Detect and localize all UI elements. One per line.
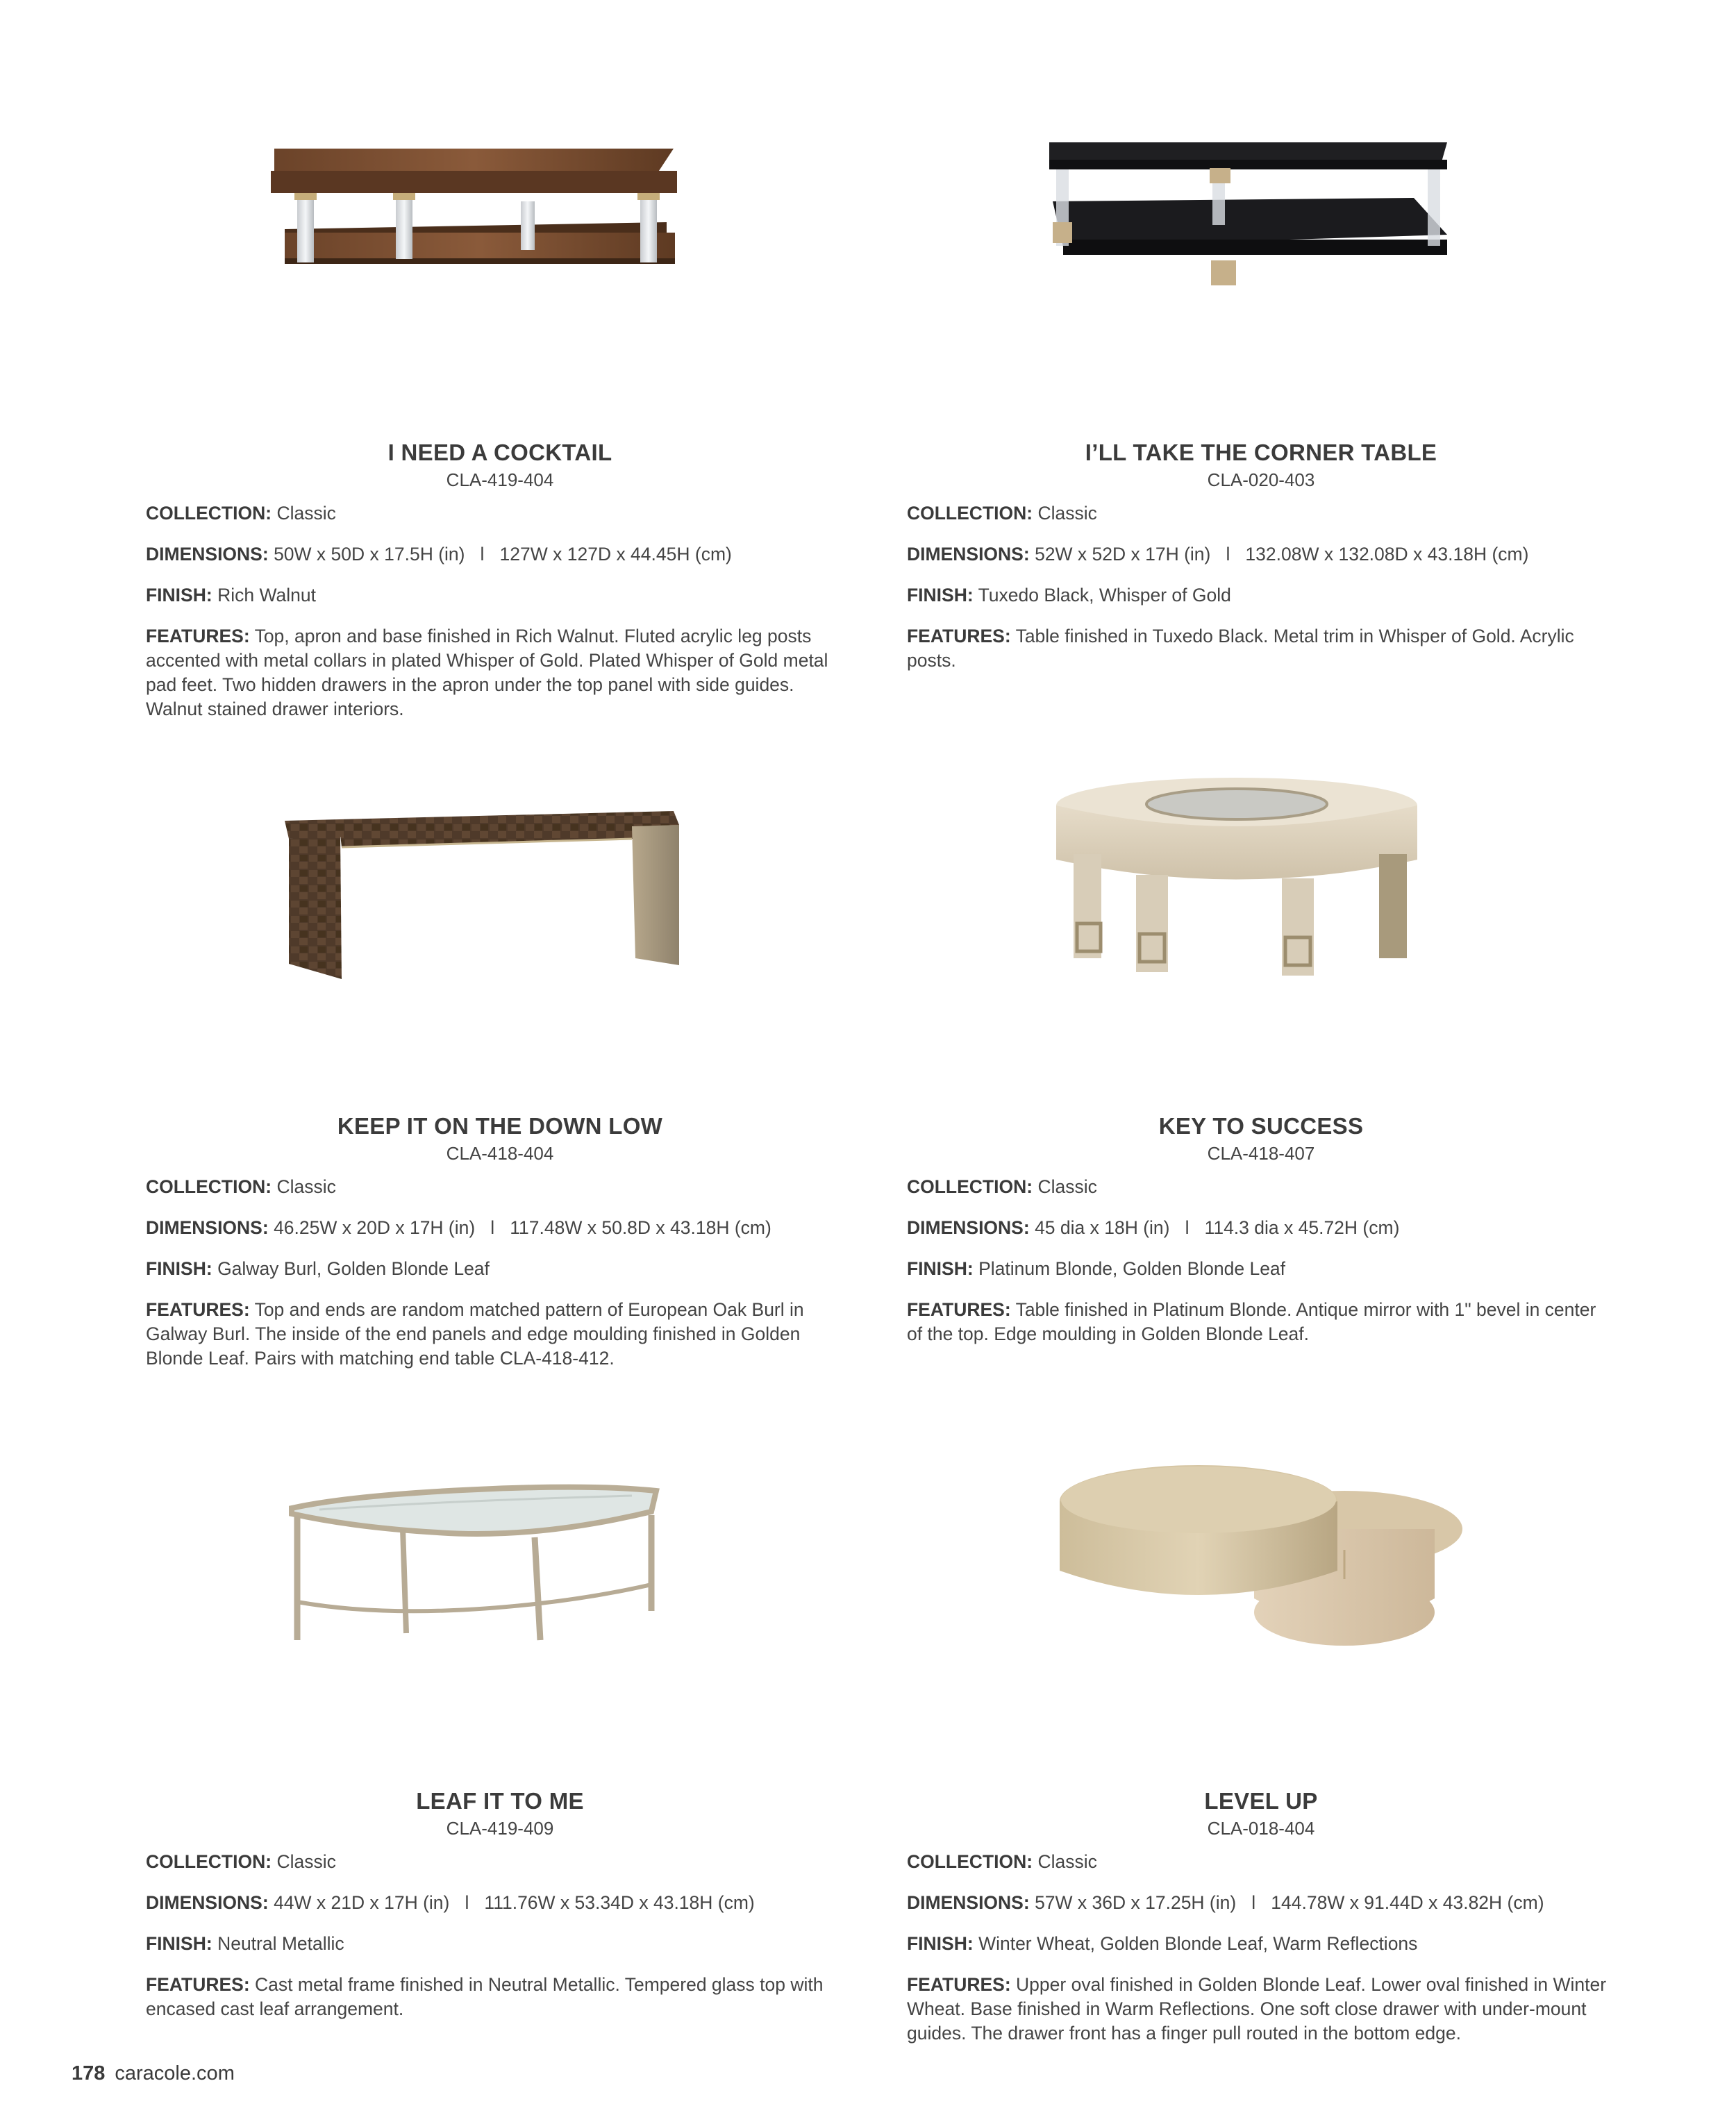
features-row — [146, 1298, 854, 1371]
collection-label: COLLECTION: — [907, 503, 1033, 524]
dimensions-label: DIMENSIONS: — [907, 544, 1030, 565]
features-row — [146, 1973, 854, 2021]
product-sku: CLA-418-404 — [446, 1143, 554, 1164]
dimensions-value: 50W x 50D x 17.5H (in) l 127W x 127D x 44.45H (cm) — [274, 544, 732, 565]
leaf-glass-table-image — [146, 1453, 854, 1682]
collection-row — [907, 1850, 1615, 1874]
dimensions-row — [907, 1216, 1615, 1240]
dimensions-value: 45 dia x 18H (in) l 114.3 dia x 45.72H (cm) — [1035, 1217, 1400, 1238]
dimensions-row — [907, 542, 1615, 567]
finish-label: FINISH: — [907, 1933, 974, 1954]
finish-label: FINISH: — [907, 1258, 974, 1279]
collection-row — [907, 1175, 1615, 1199]
features-row — [907, 1973, 1615, 2046]
dimensions-row — [146, 542, 854, 567]
dimensions-row — [146, 1216, 854, 1240]
dimensions-label: DIMENSIONS: — [907, 1892, 1030, 1913]
site-link[interactable]: caracole.com — [115, 2062, 235, 2085]
finish-row — [907, 1257, 1615, 1281]
finish-value: Winter Wheat, Golden Blonde Leaf, Warm Reflections — [978, 1933, 1418, 1954]
product-name: I NEED A COCKTAIL — [387, 440, 612, 465]
product-card — [146, 1453, 854, 2021]
collection-value: Classic — [276, 1176, 336, 1197]
page-number: 178 — [72, 2062, 106, 2085]
finish-row — [907, 1932, 1615, 1956]
finish-label: FINISH: — [907, 585, 974, 605]
dimensions-label: DIMENSIONS: — [907, 1217, 1030, 1238]
features-value: Cast metal frame finished in Neutral Metallic. Tempered glass top with encased cast leaf arrangement. — [146, 1974, 824, 2019]
features-row — [146, 624, 854, 721]
collection-row — [146, 1850, 854, 1874]
finish-value: Neutral Metallic — [217, 1933, 344, 1954]
features-value: Table finished in Platinum Blonde. Antique mirror with 1" bevel in center of the top. Edge moulding in Golden Blonde Leaf. — [907, 1299, 1596, 1344]
product-card — [146, 104, 854, 721]
features-value: Table finished in Tuxedo Black. Metal trim in Whisper of Gold. Acrylic posts. — [907, 626, 1574, 671]
dimensions-label: DIMENSIONS: — [146, 1217, 269, 1238]
round-greek-key-table-image — [907, 778, 1615, 1007]
dimensions-label: DIMENSIONS: — [146, 1892, 269, 1913]
features-value: Upper oval finished in Golden Blonde Leaf. Lower oval finished in Winter Wheat. Base finished in Warm Reflections. One soft close drawer with under-mount guides. The drawer front has a finger pull routed in the bottom edge. — [907, 1974, 1607, 2044]
collection-row — [146, 501, 854, 526]
burl-waterfall-table-image — [146, 778, 854, 1007]
features-label: FEATURES: — [907, 626, 1011, 646]
product-card — [907, 104, 1615, 673]
features-label: FEATURES: — [146, 626, 250, 646]
product-sku: CLA-419-404 — [446, 469, 554, 490]
product-sku: CLA-418-407 — [1207, 1143, 1315, 1164]
finish-row — [146, 1257, 854, 1281]
product-name: LEVEL UP — [1204, 1788, 1318, 1814]
collection-value: Classic — [1037, 1851, 1097, 1872]
product-sku: CLA-419-409 — [446, 1818, 554, 1839]
product-name: KEEP IT ON THE DOWN LOW — [337, 1113, 663, 1139]
finish-row — [146, 1932, 854, 1956]
features-row — [907, 1298, 1615, 1346]
features-value: Top, apron and base finished in Rich Walnut. Fluted acrylic leg posts accented with metal collars in plated Whisper of Gold. Plated Whisper of Gold metal pad feet. Two hidden drawers in the apron under the top panel with side guides. Walnut stained drawer interiors. — [146, 626, 828, 719]
product-name: KEY TO SUCCESS — [1158, 1113, 1364, 1139]
finish-row — [146, 583, 854, 608]
product-card — [907, 1453, 1615, 2046]
finish-row — [907, 583, 1615, 608]
collection-row — [907, 501, 1615, 526]
features-label: FEATURES: — [907, 1974, 1011, 1995]
collection-label: COLLECTION: — [907, 1851, 1033, 1872]
features-value: Top and ends are random matched pattern of European Oak Burl in Galway Burl. The inside of the end panels and edge moulding finished in Golden Blonde Leaf. Pairs with matching end table CLA-418-412. — [146, 1299, 804, 1369]
product-sku: CLA-018-404 — [1207, 1818, 1315, 1839]
collection-value: Classic — [276, 503, 336, 524]
oval-level-table-image — [907, 1453, 1615, 1682]
collection-value: Classic — [1037, 503, 1097, 524]
collection-value: Classic — [276, 1851, 336, 1872]
product-card — [146, 778, 854, 1371]
dimensions-row — [146, 1891, 854, 1915]
finish-value: Platinum Blonde, Golden Blonde Leaf — [978, 1258, 1286, 1279]
finish-value: Galway Burl, Golden Blonde Leaf — [217, 1258, 490, 1279]
collection-value: Classic — [1037, 1176, 1097, 1197]
collection-label: COLLECTION: — [907, 1176, 1033, 1197]
finish-label: FINISH: — [146, 1933, 212, 1954]
features-label: FEATURES: — [146, 1974, 250, 1995]
features-label: FEATURES: — [907, 1299, 1011, 1320]
black-square-table-image — [907, 104, 1615, 333]
finish-label: FINISH: — [146, 1258, 212, 1279]
dimensions-value: 57W x 36D x 17.25H (in) l 144.78W x 91.44D x 43.82H (cm) — [1035, 1892, 1544, 1913]
features-row — [907, 624, 1615, 673]
product-sku: CLA-020-403 — [1207, 469, 1315, 490]
dimensions-value: 52W x 52D x 17H (in) l 132.08W x 132.08D x 43.18H (cm) — [1035, 544, 1529, 565]
collection-label: COLLECTION: — [146, 503, 272, 524]
product-card — [907, 778, 1615, 1346]
dimensions-value: 46.25W x 20D x 17H (in) l 117.48W x 50.8D x 43.18H (cm) — [274, 1217, 771, 1238]
dimensions-value: 44W x 21D x 17H (in) l 111.76W x 53.34D x 43.18H (cm) — [274, 1892, 755, 1913]
finish-value: Tuxedo Black, Whisper of Gold — [978, 585, 1231, 605]
walnut-cocktail-table-image — [146, 104, 854, 333]
finish-value: Rich Walnut — [217, 585, 316, 605]
dimensions-row — [907, 1891, 1615, 1915]
collection-row — [146, 1175, 854, 1199]
product-name: I’LL TAKE THE CORNER TABLE — [1085, 440, 1437, 465]
dimensions-label: DIMENSIONS: — [146, 544, 269, 565]
features-label: FEATURES: — [146, 1299, 250, 1320]
finish-label: FINISH: — [146, 585, 212, 605]
page-footer — [72, 2062, 235, 2085]
product-name: LEAF IT TO ME — [416, 1788, 584, 1814]
collection-label: COLLECTION: — [146, 1176, 272, 1197]
collection-label: COLLECTION: — [146, 1851, 272, 1872]
